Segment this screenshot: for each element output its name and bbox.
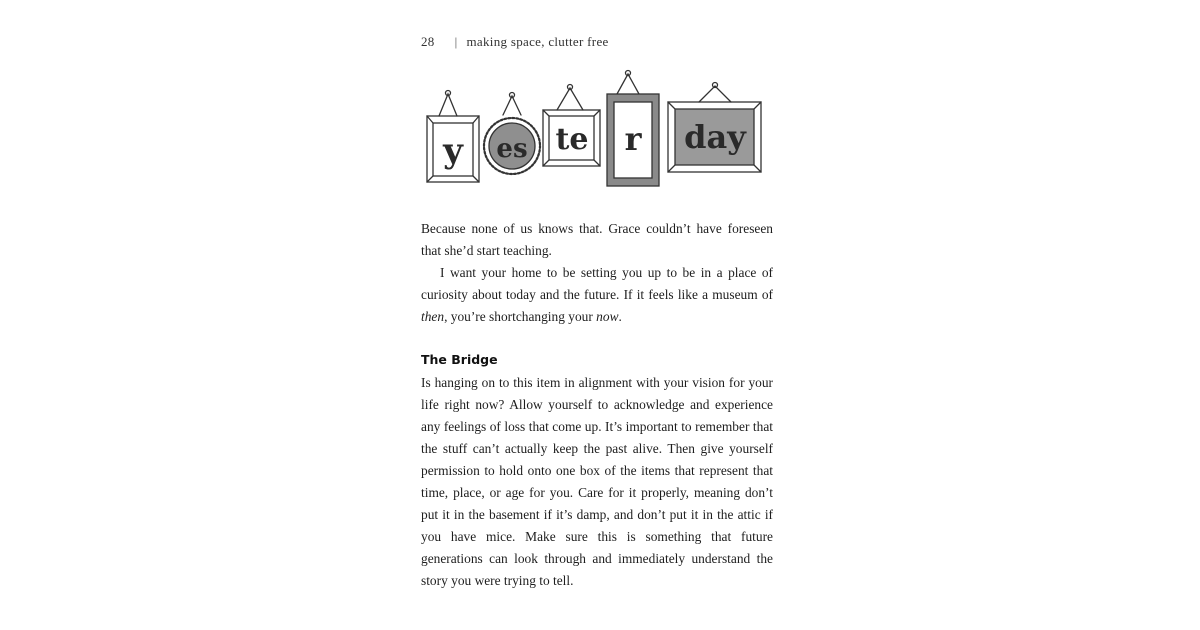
paragraph: Because none of us knows that. Grace couldn’t have foreseen that she’d start teaching. [421, 221, 773, 258]
section-heading: The Bridge [421, 352, 498, 367]
paragraph-text: , you’re shortchanging your [444, 309, 597, 324]
header-separator: | [454, 34, 458, 49]
running-head [421, 34, 609, 50]
paragraph-text: . [618, 309, 622, 324]
chapter-title: making space, clutter free [466, 34, 609, 49]
emphasis-now: now [596, 309, 619, 324]
body-text [421, 218, 773, 328]
emphasis-then: then [421, 309, 445, 324]
paragraph-text: I want your home to be setting you up to be in a place of curiosity about today and the future. If it feels like a museum of [421, 265, 773, 302]
paragraph [421, 262, 773, 328]
yesterday-frames-illustration [415, 68, 765, 193]
frame-letter: r [624, 120, 642, 158]
frame-letter: y [443, 131, 463, 171]
section-body [421, 372, 773, 592]
frame-letter: te [555, 122, 589, 157]
page-number: 28 [421, 34, 435, 49]
frame-letter: es [496, 134, 528, 164]
paragraph: Is hanging on to this item in alignment with your vision for your life right now? Allow yourself to acknowledge and experience any feelings of loss that come up. It’s important to remember that the stuff can’t actually keep the past alive. Then give yourself permission to hold onto one box of the items that represent that time, place, or age for you. Care for it properly, meaning don’t put it in the basement if it’s damp, and don’t put it in the attic if you have mice. Make sure this is something that future generations can look through and immediately understand the story you were trying to tell. [421, 375, 773, 588]
frame-letter: day [684, 118, 746, 156]
